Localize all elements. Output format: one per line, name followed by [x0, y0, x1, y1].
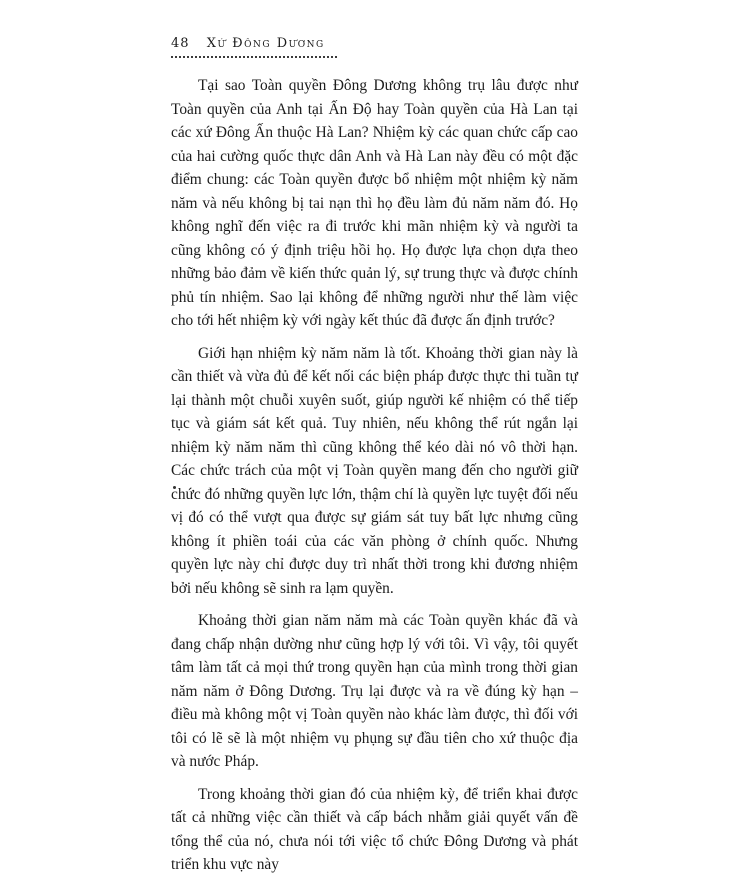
paragraph-1: Tại sao Toàn quyền Đông Dương không trụ lâu được như Toàn quyền của Anh tại Ấn Độ hay Toàn quyền của Hà Lan tại các xứ Đông Ấn thuộc Hà Lan? Nhiệm kỳ các quan chức cấp cao của hai cường quốc thực dân Anh và Hà Lan này đều có một đặc điểm chung: các Toàn quyền được bổ nhiệm một nhiệm kỳ năm năm và nếu không bị tai nạn thì họ đều làm đủ năm năm đó. Họ không nghĩ đến việc ra đi trước khi mãn nhiệm kỳ và người ta cũng không có ý định triệu hồi họ. Họ được lựa chọn dựa theo những bảo đảm về kiến thức quản lý, sự trung thực và được chính phủ tín nhiệm. Sao lại không để những người như thế làm việc cho tới hết nhiệm kỳ với ngày kết thúc đã được ấn định trước?	[171, 77, 578, 329]
paragraph-2: Giới hạn nhiệm kỳ năm năm là tốt. Khoảng thời gian này là cần thiết và vừa đủ để kết nối các biện pháp được thực thi tuần tự lại thành một chuỗi xuyên suốt, giúp người kế nhiệm có thể tiếp tục và giám sát kết quả. Tuy nhiên, nếu không thể rút ngắn lại nhiệm kỳ năm năm thì cũng không thể kéo dài nó vô thời hạn. Các chức trách của một vị Toàn quyền mang đến cho người giữ chức đó những quyền lực lớn, thậm chí là quyền lực tuyệt đối nếu vị đó có thể vượt qua được sự giám sát tuy bất lực nhưng cũng không ít phiền toái của các văn phòng ở chính quốc. Nhưng quyền lực này chỉ được duy trì nhất thời trong khi đương nhiệm bởi nếu không sẽ sinh ra lạm quyền.	[171, 344, 578, 597]
body-text	[171, 74, 578, 877]
paragraph-4: Trong khoảng thời gian đó của nhiệm kỳ, để triển khai được tất cả những việc cần thiết và cấp bách nhằm giải quyết vấn đề tổng thể của nó, chưa nói tới việc tổ chức Đông Dương và phát triển khu vực này	[171, 785, 578, 873]
header-dotted-rule	[171, 56, 337, 58]
running-title: Xứ Đông Dương	[206, 36, 325, 51]
page-number: 48	[171, 36, 190, 51]
paragraph-3: Khoảng thời gian năm năm mà các Toàn quyền khác đã và đang chấp nhận dường như cũng hợp lý với tôi. Vì vậy, tôi quyết tâm làm tất cả mọi thứ trong quyền hạn của mình trong thời gian năm năm ở Đông Dương. Trụ lại được và ra về đúng kỳ hạn – điều mà không một vị Toàn quyền nào khác làm được, thì đối với tôi có lẽ sẽ là một nhiệm vụ phụng sự đầu tiên cho xứ thuộc địa và nước Pháp.	[171, 612, 578, 770]
running-header	[171, 36, 341, 51]
